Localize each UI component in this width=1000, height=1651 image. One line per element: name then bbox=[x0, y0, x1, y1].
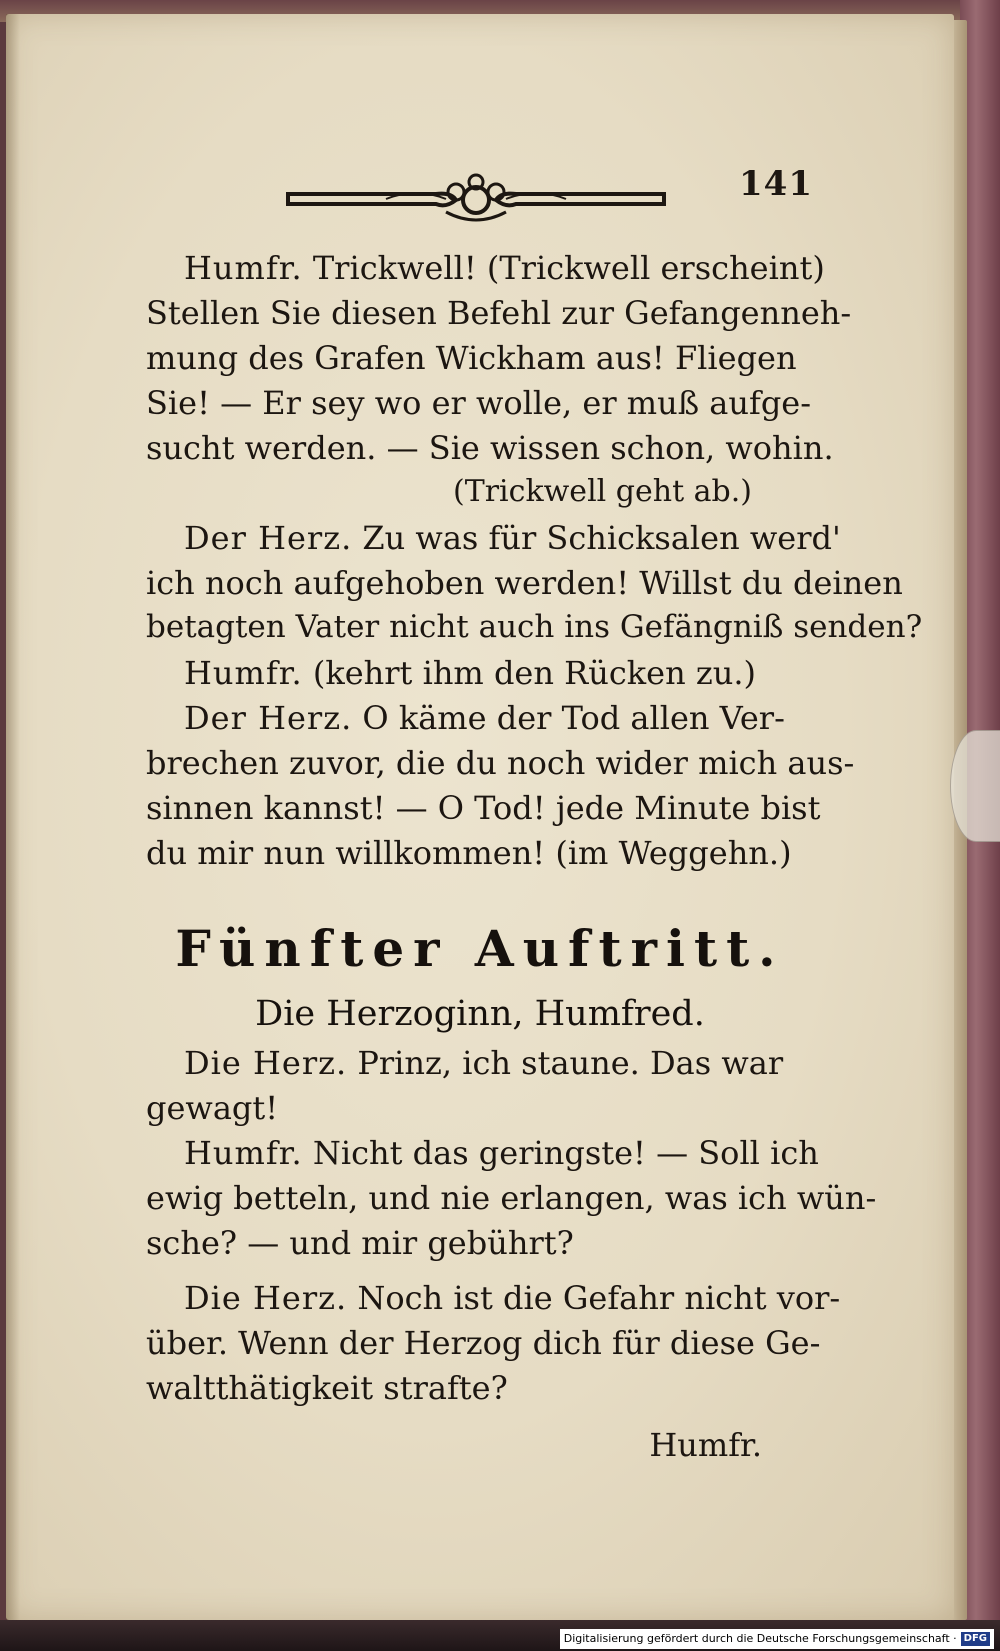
text-line bbox=[184, 1044, 783, 1082]
book-page bbox=[6, 14, 954, 1620]
text-line: Stellen Sie diesen Befehl zur Gefangenneh- bbox=[146, 294, 852, 332]
text-line: brechen zuvor, die du noch wider mich aus- bbox=[146, 744, 855, 782]
text-line: über. Wenn der Herzog dich für diese Ge- bbox=[146, 1324, 821, 1362]
speaker-label: Der Herz. bbox=[184, 519, 353, 557]
ornament-icon bbox=[286, 172, 666, 228]
text-line: sucht werden. — Sie wissen schon, wohin. bbox=[146, 429, 834, 467]
digitization-credit bbox=[560, 1629, 994, 1649]
scene-heading: Fünfter Auftritt. bbox=[175, 919, 785, 978]
text-line: sche? — und mir gebührt? bbox=[146, 1224, 574, 1262]
line-text: Noch ist die Gefahr nicht vor- bbox=[357, 1279, 841, 1317]
speaker-label: Die Herz. bbox=[184, 1044, 348, 1082]
credit-text: Digitalisierung gefördert durch die Deutsche Forschungsgemeinschaft · bbox=[563, 1632, 957, 1645]
text-line bbox=[184, 699, 785, 737]
line-text: Zu was für Schicksalen werd' bbox=[362, 519, 841, 557]
text-line bbox=[184, 1279, 840, 1317]
speaker-label: Die Herz. bbox=[184, 1279, 348, 1317]
line-text: Nicht das geringste! — Soll ich bbox=[312, 1134, 819, 1172]
speaker-label: Humfr. bbox=[184, 249, 303, 287]
text-line: sinnen kannst! — O Tod! jede Minute bist bbox=[146, 789, 821, 827]
stage-direction: (Trickwell geht ab.) bbox=[453, 474, 752, 509]
text-line: mung des Grafen Wickham aus! Fliegen bbox=[146, 339, 797, 377]
speaker-label: Humfr. bbox=[184, 1134, 303, 1172]
text-line: gewagt! bbox=[146, 1089, 279, 1127]
line-text: (kehrt ihm den Rücken zu.) bbox=[312, 654, 756, 692]
line-text: O käme der Tod allen Ver- bbox=[362, 699, 785, 737]
page-clip-tab bbox=[950, 730, 1000, 842]
page-gutter-shadow bbox=[6, 14, 20, 1620]
speaker-label: Der Herz. bbox=[184, 699, 353, 737]
catchword: Humfr. bbox=[649, 1426, 762, 1464]
text-line: betagten Vater nicht auch ins Gefängniß senden? bbox=[146, 609, 923, 645]
text-line: ewig betteln, und nie erlangen, was ich wün- bbox=[146, 1179, 877, 1217]
scene-characters: Die Herzoginn, Humfred. bbox=[255, 994, 705, 1034]
text-line: du mir nun willkommen! (im Weggehn.) bbox=[146, 834, 792, 872]
page-number: 141 bbox=[739, 164, 813, 204]
text-line bbox=[184, 1134, 819, 1172]
text-line: waltthätigkeit strafte? bbox=[146, 1369, 508, 1407]
speaker-label: Humfr. bbox=[184, 654, 303, 692]
text-line: ich noch aufgehoben werden! Willst du deinen bbox=[146, 564, 903, 602]
text-line bbox=[184, 519, 841, 557]
text-line bbox=[184, 654, 756, 692]
text-line bbox=[184, 249, 825, 287]
line-text: Prinz, ich staune. Das war bbox=[357, 1044, 784, 1082]
dfg-logo: DFG bbox=[961, 1632, 990, 1646]
line-text: Trickwell! (Trickwell erscheint) bbox=[312, 249, 825, 287]
text-line: Sie! — Er sey wo er wolle, er muß aufge- bbox=[146, 384, 812, 422]
